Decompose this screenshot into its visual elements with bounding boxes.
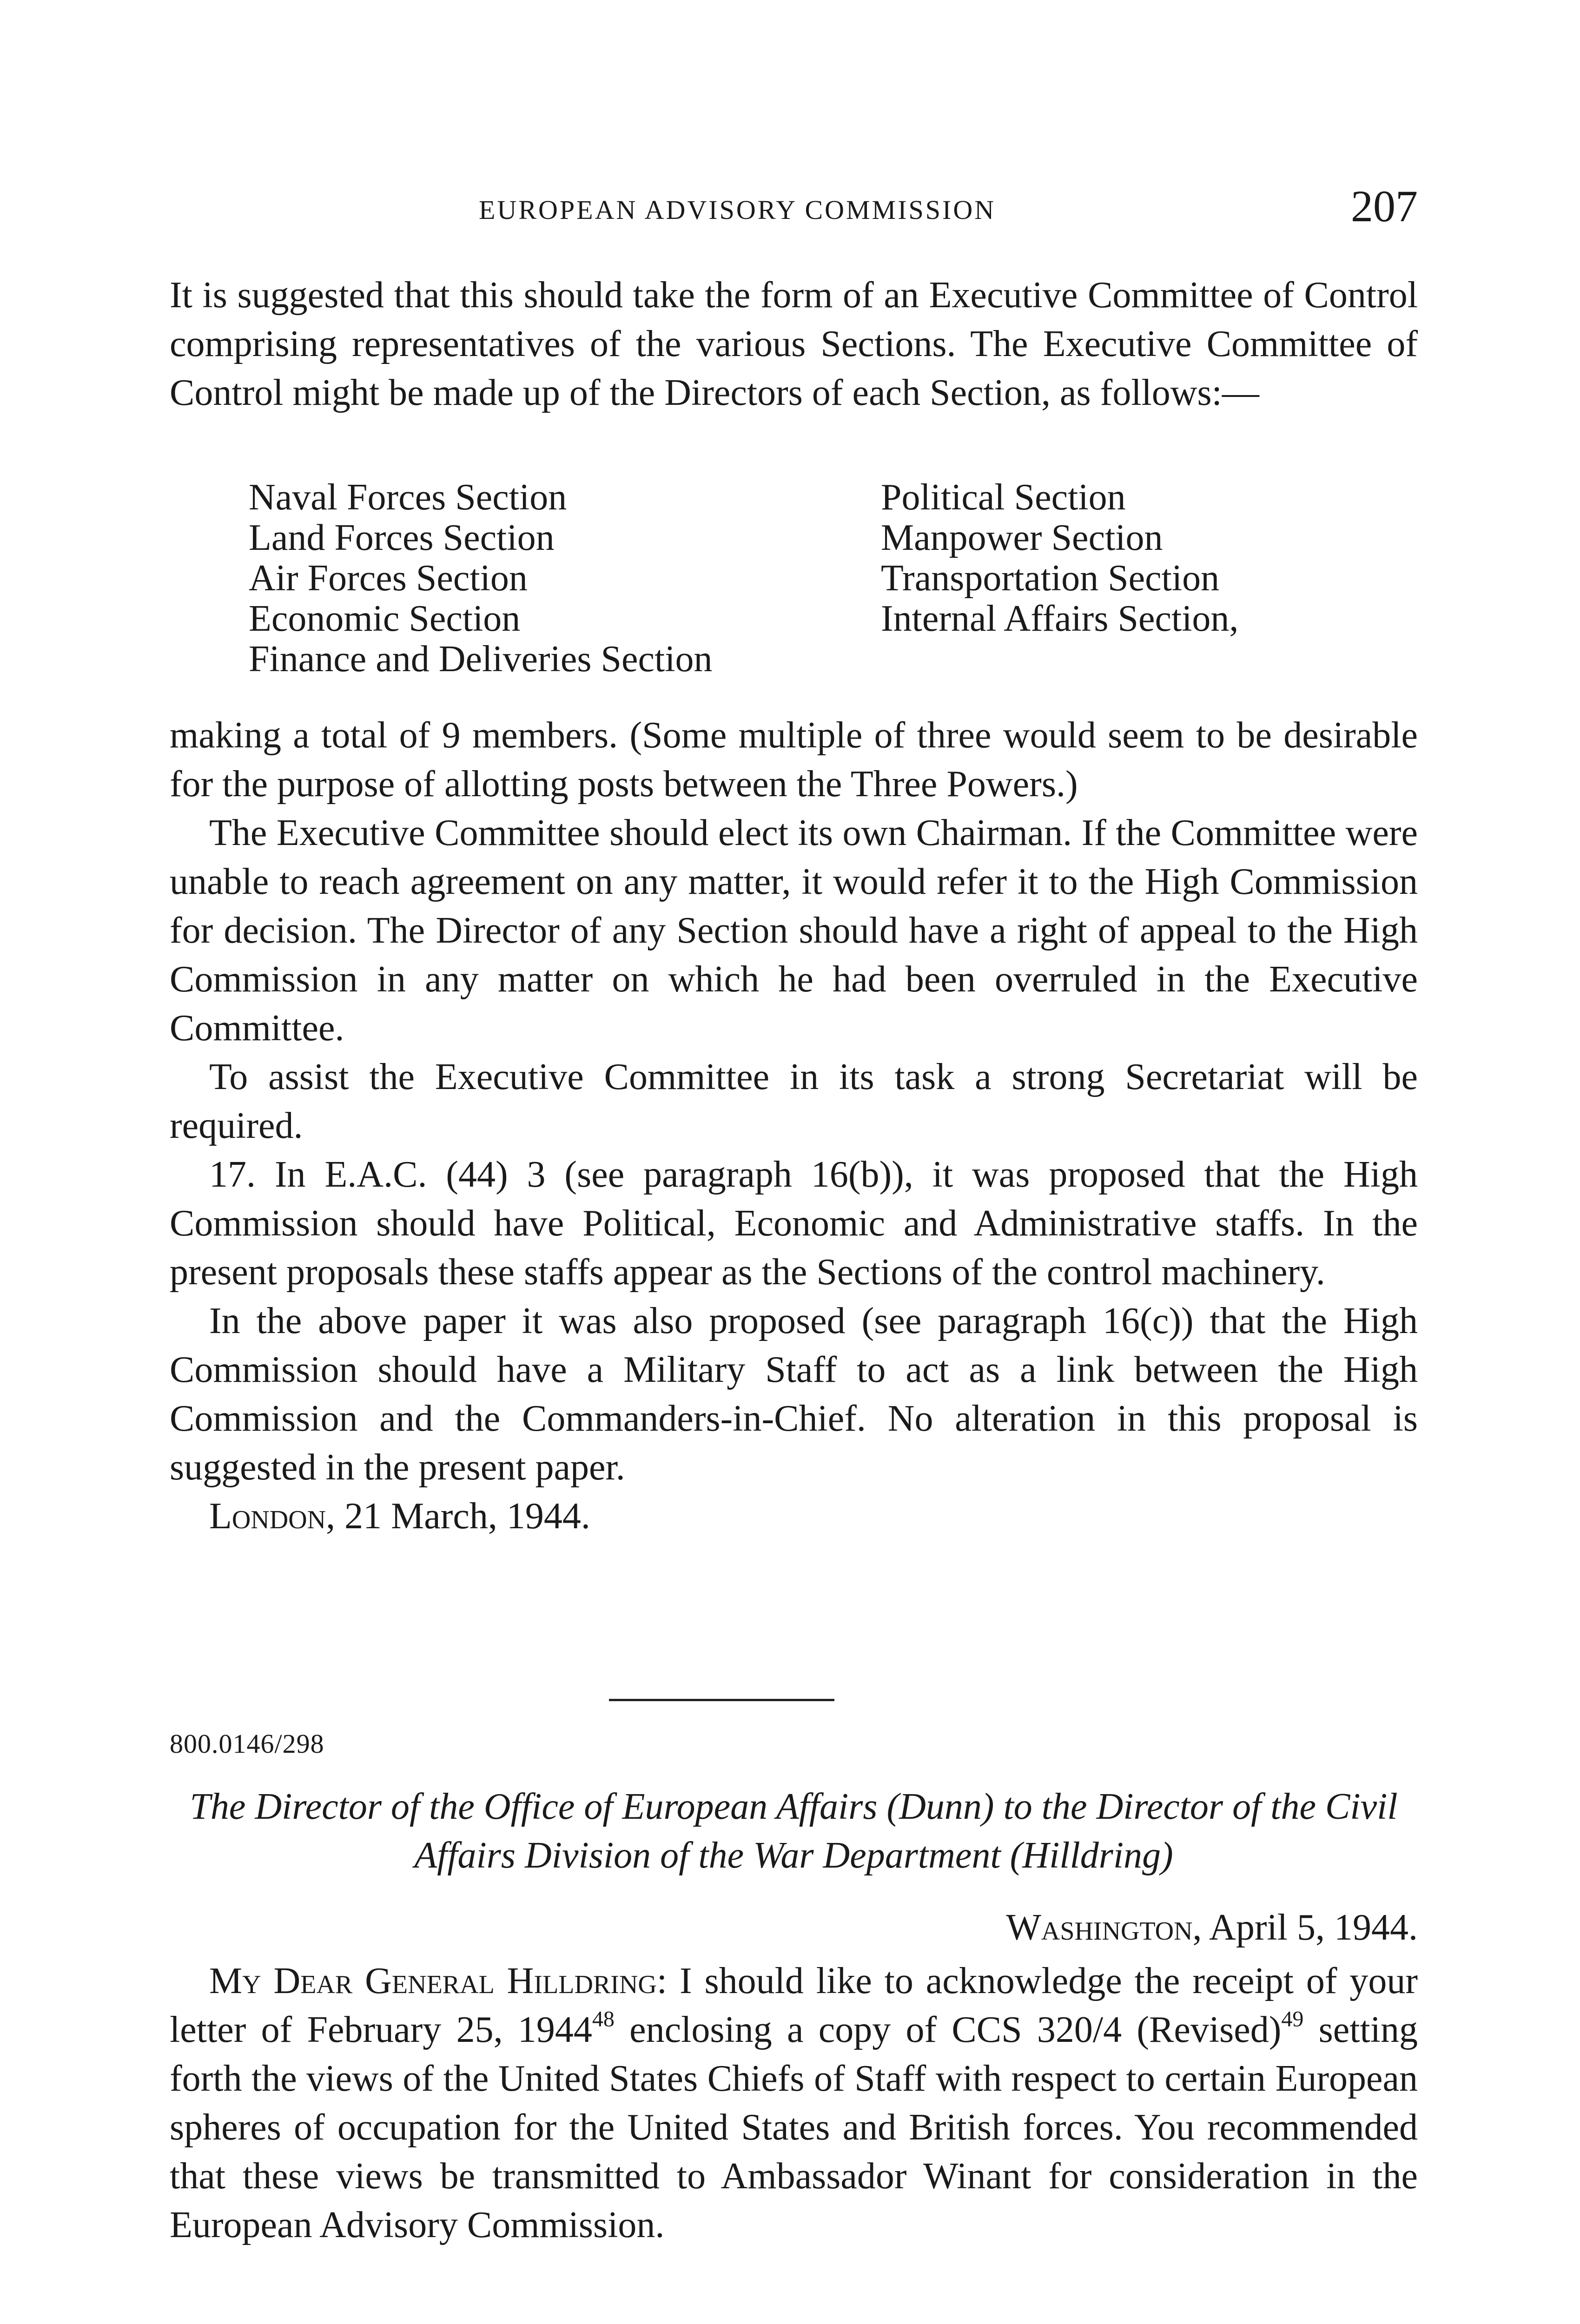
intro-paragraph: It is suggested that this should take the form of an Executive Committee of Control comprising representatives of the various Sections. The Executive Committee of Control might be made up of the Directors of each Section, as follows:— — [170, 275, 1418, 413]
footnote-ref: 48 — [592, 2007, 615, 2032]
letter-text: enclosing a copy of CCS 320/4 (Revised) — [614, 2009, 1282, 2050]
signoff-date: , 21 March, 1944. — [326, 1496, 590, 1537]
running-title: EUROPEAN ADVISORY COMMISSION — [479, 195, 996, 225]
letter-paragraph — [170, 1957, 1418, 2250]
dateline — [1006, 1903, 1418, 1952]
list-item: Economic Section — [249, 598, 521, 639]
sections-list-right — [881, 477, 1392, 639]
letter-salutation: My Dear General Hilldring — [209, 1961, 657, 2001]
body-paragraph: 17. In E.A.C. (44) 3 (see paragraph 16(b)), it was proposed that the High Commission should have Political, Economic and Administrative staffs. In the present proposals these staffs appear as the Sections of the control machinery. — [170, 1154, 1418, 1293]
section-divider — [609, 1699, 834, 1701]
document-title: The Director of the Office of European Affairs (Dunn) to the Director of the Civil Affairs Division of the War Department (Hilldring) — [190, 1786, 1398, 1876]
list-item: Internal Affairs Section, — [881, 598, 1239, 639]
page-number: 207 — [1351, 181, 1418, 231]
list-item: Land Forces Section — [249, 517, 555, 558]
footnote-ref: 49 — [1281, 2007, 1304, 2032]
list-item: Finance and Deliveries Section — [249, 639, 713, 680]
signoff-place: London — [209, 1496, 326, 1537]
sections-list-left — [249, 477, 876, 680]
dateline-place: Washington — [1006, 1907, 1193, 1948]
list-item: Manpower Section — [881, 517, 1163, 558]
letter-text: : I should like to acknowledge the receipt of your letter of February 25, 1944 — [170, 1961, 1418, 2050]
list-item: Naval Forces Section — [249, 477, 567, 518]
list-item: Air Forces Section — [249, 558, 528, 599]
dateline-date: , April 5, 1944. — [1192, 1907, 1418, 1948]
document-file-number: 800.0146/298 — [170, 1729, 324, 1759]
list-item: Political Section — [881, 477, 1126, 518]
letter-text: setting forth the views of the United States Chiefs of Staff with respect to certain European spheres of occupation for the United States and British forces. You recommended that these views be transmitted to Ambassador Winant for consideration in the European Advisory Commission. — [170, 2009, 1418, 2245]
body-text — [170, 711, 1418, 1541]
signoff — [170, 1492, 1418, 1541]
list-item: Transportation Section — [881, 558, 1220, 599]
body-paragraph: The Executive Committee should elect its own Chairman. If the Committee were unable to reach agreement on any matter, it would refer it to the High Commission for decision. The Director of any Section should have a right of appeal to the High Commission in any matter on which he had been overruled in the Executive Committee. — [170, 812, 1418, 1049]
body-paragraph: making a total of 9 members. (Some multiple of three would seem to be desirable for the purpose of allotting posts between the Three Powers.) — [170, 715, 1418, 805]
page-header — [172, 181, 1418, 237]
body-paragraph: To assist the Executive Committee in its task a strong Secretariat will be required. — [170, 1056, 1418, 1146]
body-paragraph: In the above paper it was also proposed (see paragraph 16(c)) that the High Commission should have a Military Staff to act as a link between the High Commission and the Commanders-in-Chief. No alteration in this proposal is suggested in the present paper. — [170, 1301, 1418, 1488]
